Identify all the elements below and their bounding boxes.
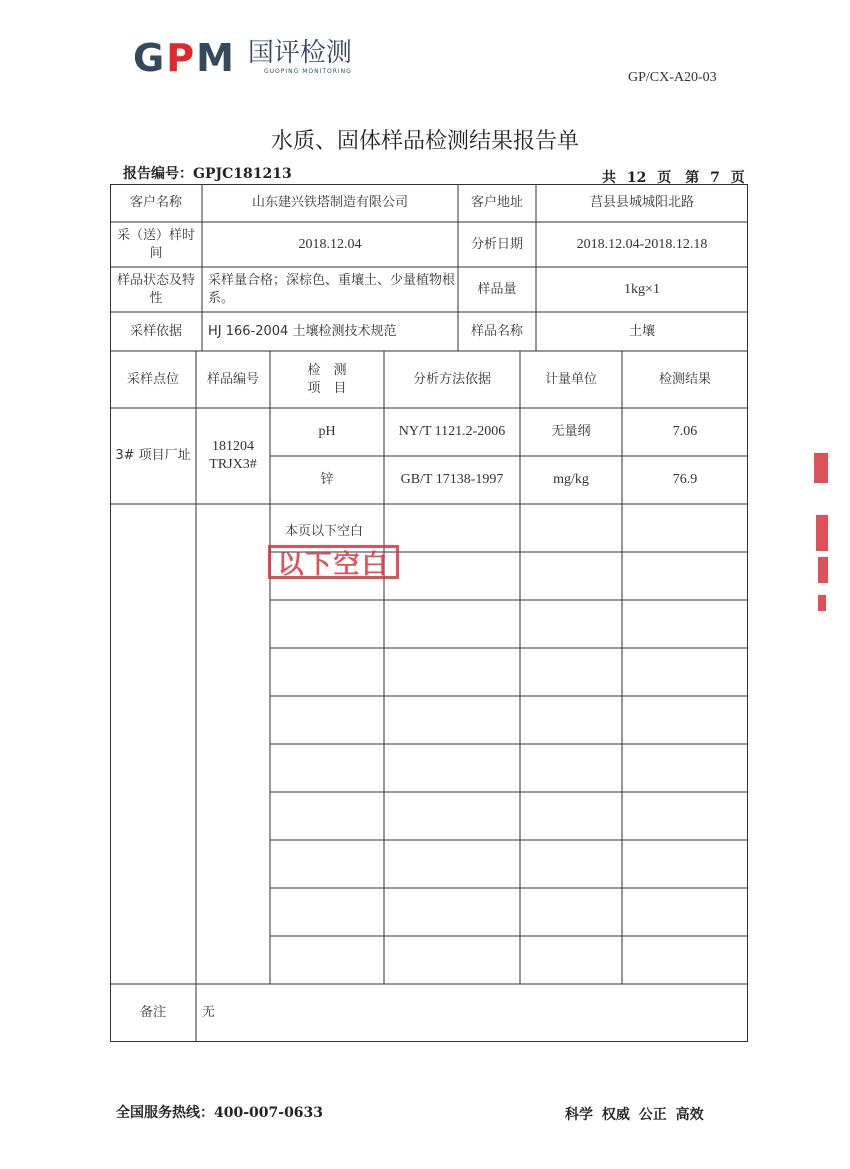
page-info: 共 12 页 第 7 页 xyxy=(602,170,745,186)
document-code: GP/CX-A20-03 xyxy=(628,70,717,85)
table-row-2-method: GB/T 17138-1997 xyxy=(400,472,504,487)
table-row-1-unit: 无量纲 xyxy=(551,424,591,439)
blank-below-note: 本页以下空白 xyxy=(285,524,364,539)
col-header-sampling-point: 采样点位 xyxy=(126,371,179,387)
logo-english-name: GUOPING MONITORING xyxy=(264,68,352,75)
table-row-1-result: 7.06 xyxy=(672,424,698,439)
sample-name-label: 样品名称 xyxy=(470,323,523,339)
sample-code: 181204 TRJX3# xyxy=(209,439,257,472)
company-slogan: 科学 权威 公正 高效 xyxy=(565,1107,704,1123)
col-header-test-item: 检 测 项 目 xyxy=(307,362,347,396)
logo-chinese-name: 国评检测 xyxy=(247,38,352,68)
sample-time-value: 2018.12.04 xyxy=(298,236,362,252)
sample-state-value: 采样量合格；深棕色、重壤土、少量植物根系。 xyxy=(208,272,456,306)
logo-letter-p: P xyxy=(166,36,197,80)
table-row-2-unit: mg/kg xyxy=(553,472,589,487)
sampling-basis-value: HJ 166-2004 土壤检测技术规范 xyxy=(208,323,397,339)
sample-state-label: 样品状态及特性 xyxy=(116,272,195,306)
col-header-method: 分析方法依据 xyxy=(412,371,491,387)
report-title: 水质、固体样品检测结果报告单 xyxy=(270,129,579,154)
sample-time-label: 采（送）样时间 xyxy=(116,227,195,261)
customer-name-value: 山东建兴铁塔制造有限公司 xyxy=(251,195,408,210)
gpm-logo xyxy=(133,38,352,78)
logo-letter-g: G xyxy=(133,36,167,80)
service-hotline: 全国服务热线：400-007-0633 xyxy=(116,1105,324,1121)
customer-address-label: 客户地址 xyxy=(470,195,523,210)
results-table xyxy=(110,184,748,1042)
remark-value: 无 xyxy=(202,1005,216,1020)
table-row-2-result: 76.9 xyxy=(672,472,698,487)
table-row-2-item: 锌 xyxy=(320,472,334,487)
col-header-result: 检测结果 xyxy=(658,371,711,387)
remark-label: 备注 xyxy=(139,1005,166,1020)
customer-name-label: 客户名称 xyxy=(129,195,182,210)
sample-quantity-value: 1kg×1 xyxy=(624,281,660,297)
sample-quantity-label: 样品量 xyxy=(477,281,517,297)
analysis-date-value: 2018.12.04-2018.12.18 xyxy=(576,236,708,252)
sampling-location: 3# 项目厂址 xyxy=(115,448,191,463)
analysis-date-label: 分析日期 xyxy=(470,236,523,252)
col-header-unit: 计量单位 xyxy=(544,371,597,387)
col-header-sample-number: 样品编号 xyxy=(206,371,259,387)
table-row-1-method: NY/T 1121.2-2006 xyxy=(398,424,506,439)
logo-letter-m: M xyxy=(196,36,236,80)
customer-address-value: 莒县县城城阳北路 xyxy=(589,195,694,210)
seal-mark xyxy=(806,445,836,620)
sample-name-value: 土壤 xyxy=(628,323,655,339)
table-row-1-item: pH xyxy=(318,424,336,439)
sampling-basis-label: 采样依据 xyxy=(129,323,182,339)
logo-mark xyxy=(133,38,236,78)
blank-below-stamp: 以下空白 xyxy=(268,545,399,579)
report-number: 报告编号：GPJC181213 xyxy=(123,166,292,182)
